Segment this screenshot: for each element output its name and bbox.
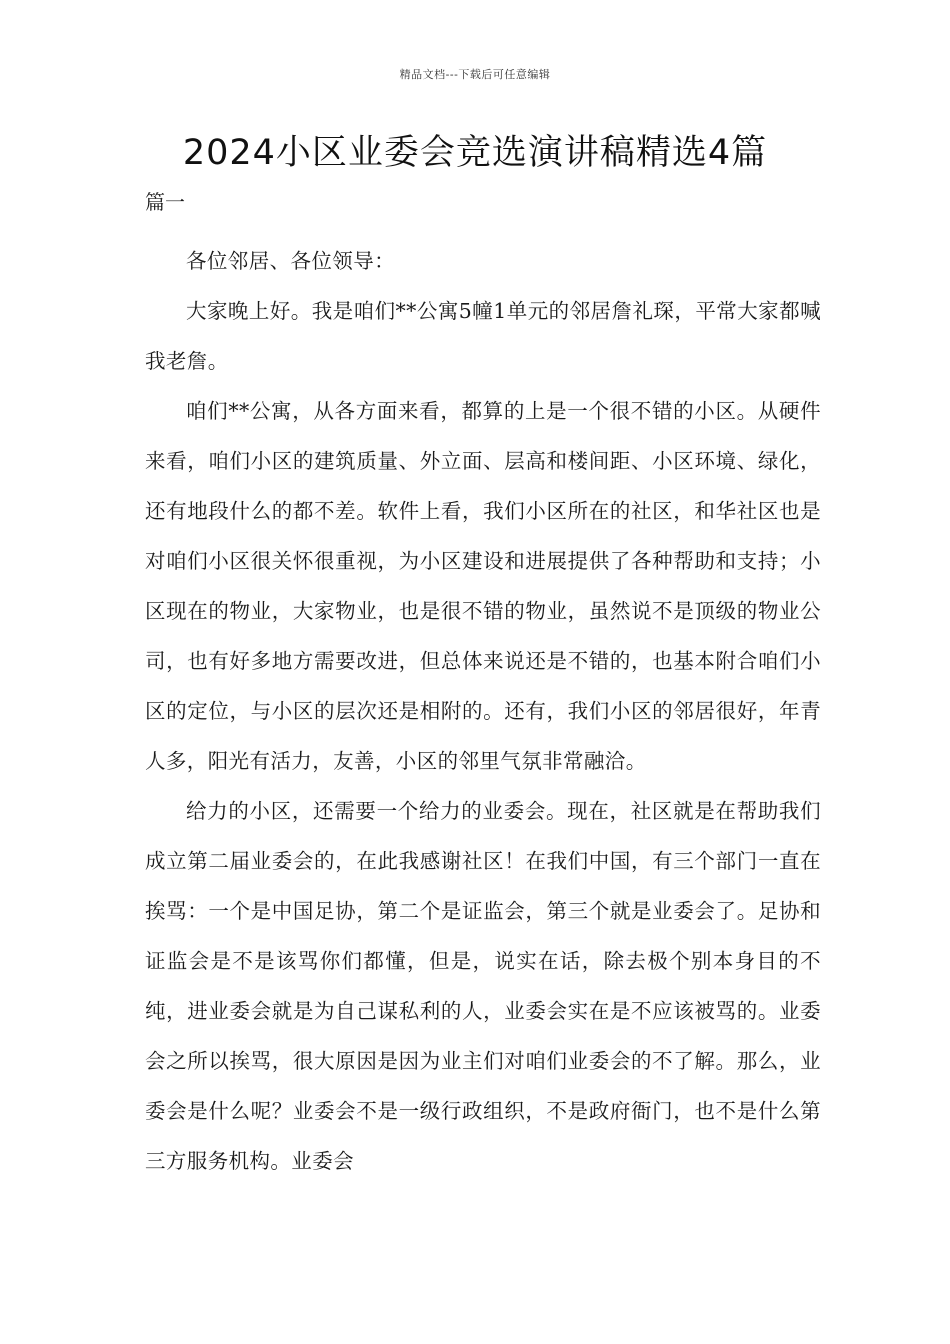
- page-header-note: 精品文档---下载后可任意编辑: [399, 68, 551, 81]
- paragraph-greeting: 大家晚上好。我是咱们**公寓5幢1单元的邻居詹礼琛，平常大家都喊我老詹。: [145, 299, 821, 373]
- document-title: 2024小区业委会竞选演讲稿精选4篇: [182, 133, 768, 173]
- paragraph-salutation: 各位邻居、各位领导：: [186, 249, 395, 273]
- paragraph-committee: 给力的小区，还需要一个给力的业委会。现在，社区就是在帮助我们成立第二届业委会的，在此我感谢社区！在我们中国，有三个部门一直在挨骂：一个是中国足协，第二个是证监会，第三个就是业委会了。足协和证监会是不是该骂你们都懂，但是，说实在话，除去极个别本身目的不纯，进业委会就是为自己谋私利的人，业委会实在是不应该被骂的。业委会之所以挨骂，很大原因是因为业主们对咱们业委会的不了解。那么，业委会是什么呢？业委会不是一级行政组织，不是政府衙门，也不是什么第三方服务机构。业委会: [145, 799, 821, 1173]
- section-label: 篇一: [145, 190, 185, 214]
- document-body: [145, 236, 821, 1186]
- paragraph-community-overview: 咱们**公寓，从各方面来看，都算的上是一个很不错的小区。从硬件来看，咱们小区的建筑质量、外立面、层高和楼间距、小区环境、绿化，还有地段什么的都不差。软件上看，我们小区所在的社区，和华社区也是对咱们小区很关怀很重视，为小区建设和进展提供了各种帮助和支持；小区现在的物业，大家物业，也是很不错的物业，虽然说不是顶级的物业公司，也有好多地方需要改进，但总体来说还是不错的，也基本附合咱们小区的定位，与小区的层次还是相附的。还有，我们小区的邻居很好，年青人多，阳光有活力，友善，小区的邻里气氛非常融洽。: [145, 399, 821, 773]
